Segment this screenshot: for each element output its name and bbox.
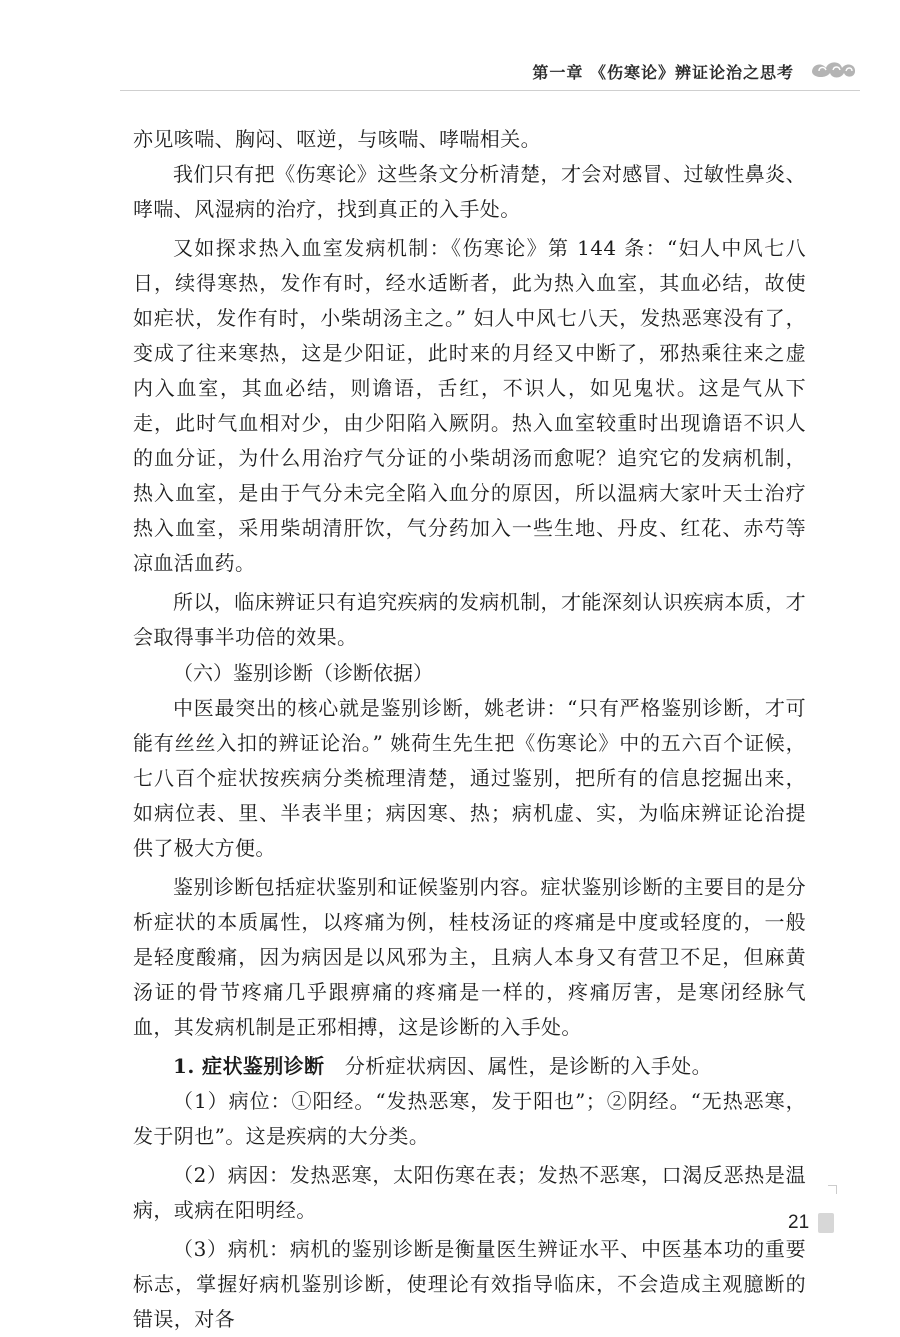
list-item: （3）病机：病机的鉴别诊断是衡量医生辨证水平、中医基本功的重要标志，掌握好病机鉴别诊断，使理论有效指导临床，不会造成主观臆断的错误，对各	[133, 1237, 806, 1331]
subsection-label: 1. 症状鉴别诊断	[173, 1054, 325, 1078]
header-rule	[120, 90, 860, 91]
subsection-line	[133, 1049, 806, 1084]
paragraph: 所以，临床辨证只有追究疾病的发病机制，才能深刻认识疾病本质，才会取得事半功倍的效果。	[133, 590, 806, 649]
section-heading: （六）鉴别诊断（诊断依据）	[173, 661, 433, 685]
paragraph: 又如探求热入血室发病机制：《伤寒论》第 144 条：“妇人中风七八日，续得寒热，发作有时，经水适断者，此为热入血室，其血必结，故使如疟状，发作有时，小柴胡汤主之。” 妇人中风七八天，发热恶寒没有了，变成了往来寒热，这是少阳证，此时来的月经又中断了，邪热乘往来之虚内入血室，其血必结，则谵语，舌红，不识人，如见鬼状。这是气从下走，此时气血相对少，由少阳陷入厥阴。热入血室较重时出现谵语不识人的血分证，为什么用治疗气分证的小柴胡汤而愈呢？追究它的发病机制，热入血室，是由于气分未完全陷入血分的原因，所以温病大家叶天士治疗热入血室，采用柴胡清肝饮，气分药加入一些生地、丹皮、红花、赤芍等凉血活血药。	[133, 236, 806, 575]
paragraph: 亦见咳喘、胸闷、呕逆，与咳喘、哮喘相关。	[133, 127, 541, 151]
page-number: 21	[788, 1212, 810, 1233]
running-header	[40, 56, 860, 96]
corner-mark	[828, 1185, 837, 1194]
page-body	[133, 122, 806, 1337]
chapter-title: 第一章 《伤寒论》辨证论治之思考	[532, 63, 794, 82]
cloud-ornament-icon	[808, 56, 860, 84]
subsection-text: 分析症状病因、属性，是诊断的入手处。	[344, 1054, 713, 1078]
paragraph: 中医最突出的核心就是鉴别诊断，姚老讲：“只有严格鉴别诊断，才可能有丝丝入扣的辨证论治。” 姚荷生先生把《伤寒论》中的五六百个证候，七八百个症状按疾病分类梳理清楚，通过鉴别，把所有的信息挖掘出来，如病位表、里、半表半里；病因寒、热；病机虚、实，为临床辨证论治提供了极大方便。	[133, 696, 806, 860]
list-item: （2）病因：发热恶寒，太阳伤寒在表；发热不恶寒，口渴反恶热是温病，或病在阳明经。	[133, 1163, 806, 1222]
list-item: （1）病位：①阳经。“发热恶寒，发于阳也”；②阴经。“无热恶寒，发于阴也”。这是疾病的大分类。	[133, 1089, 806, 1148]
page-tab	[818, 1213, 834, 1233]
paragraph: 我们只有把《伤寒论》这些条文分析清楚，才会对感冒、过敏性鼻炎、哮喘、风湿病的治疗，找到真正的入手处。	[133, 162, 806, 221]
paragraph: 鉴别诊断包括症状鉴别和证候鉴别内容。症状鉴别诊断的主要目的是分析症状的本质属性，以疼痛为例，桂枝汤证的疼痛是中度或轻度的，一般是轻度酸痛，因为病因是以风邪为主，且病人本身又有营卫不足，但麻黄汤证的骨节疼痛几乎跟痹痛的疼痛是一样的，疼痛厉害，是寒闭经脉气血，其发病机制是正邪相搏，这是诊断的入手处。	[133, 875, 806, 1039]
